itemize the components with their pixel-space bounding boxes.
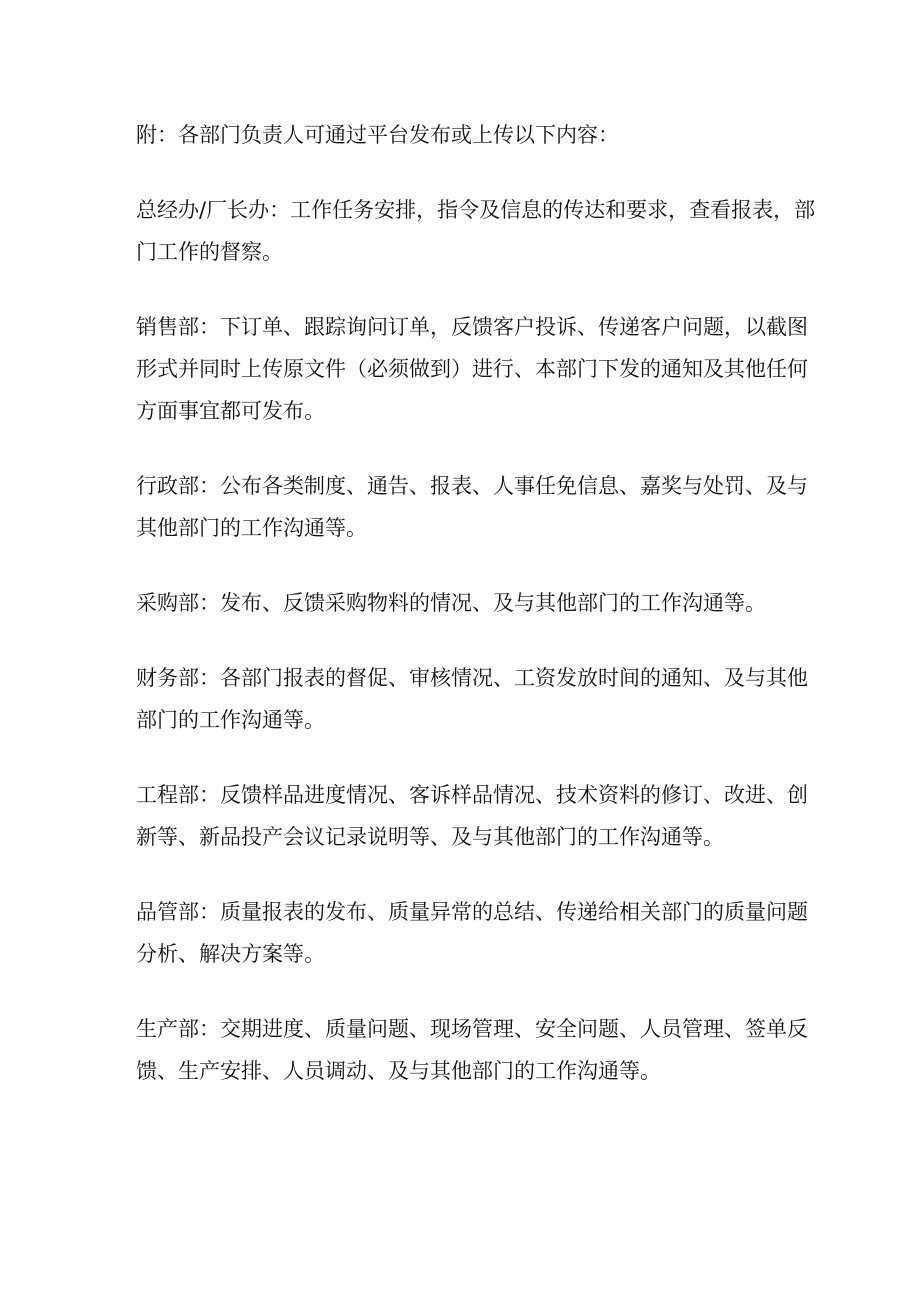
paragraph-line: 品管部：质量报表的发布、质量异常的总结、传递给相关部门的质量问题	[136, 900, 808, 924]
general-office-paragraph	[136, 189, 816, 273]
paragraph-line: 总经办/厂长办：工作任务安排，指令及信息的传达和要求，查看报表，部	[136, 198, 816, 222]
production-dept-paragraph	[136, 1008, 808, 1092]
paragraph-line: 门工作的督察。	[136, 240, 283, 264]
sales-dept-paragraph	[136, 306, 808, 432]
paragraph-line: 新等、新品投产会议记录说明等、及与其他部门的工作沟通等。	[136, 825, 724, 849]
paragraph-line: 部门的工作沟通等。	[136, 708, 325, 732]
paragraph-line: 生产部：交期进度、质量问题、现场管理、安全问题、人员管理、签单反	[136, 1017, 808, 1041]
admin-dept-paragraph	[136, 465, 808, 549]
intro-paragraph	[136, 114, 796, 156]
finance-dept-paragraph	[136, 657, 808, 741]
paragraph-line: 方面事宜都可发布。	[136, 399, 325, 423]
paragraph-line: 财务部：各部门报表的督促、审核情况、工资发放时间的通知、及与其他	[136, 666, 808, 690]
engineering-dept-paragraph	[136, 774, 808, 858]
paragraph-line: 采购部：发布、反馈采购物料的情况、及与其他部门的工作沟通等。	[136, 591, 766, 615]
paragraph-line: 工程部：反馈样品进度情况、客诉样品情况、技术资料的修订、改进、创	[136, 783, 808, 807]
paragraph-line: 行政部：公布各类制度、通告、报表、人事任免信息、嘉奖与处罚、及与	[136, 474, 808, 498]
paragraph-line: 分析、解决方案等。	[136, 942, 325, 966]
quality-dept-paragraph	[136, 891, 808, 975]
paragraph-line: 其他部门的工作沟通等。	[136, 516, 367, 540]
paragraph-line: 销售部：下订单、跟踪询问订单，反馈客户投诉、传递客户问题，以截图	[136, 315, 808, 339]
paragraph-line: 形式并同时上传原文件（必须做到）进行、本部门下发的通知及其他任何	[136, 357, 808, 381]
document-body	[136, 114, 816, 1125]
paragraph-line: 附：各部门负责人可通过平台发布或上传以下内容：	[136, 123, 619, 147]
paragraph-line: 馈、生产安排、人员调动、及与其他部门的工作沟通等。	[136, 1059, 661, 1083]
purchasing-dept-paragraph	[136, 582, 796, 624]
